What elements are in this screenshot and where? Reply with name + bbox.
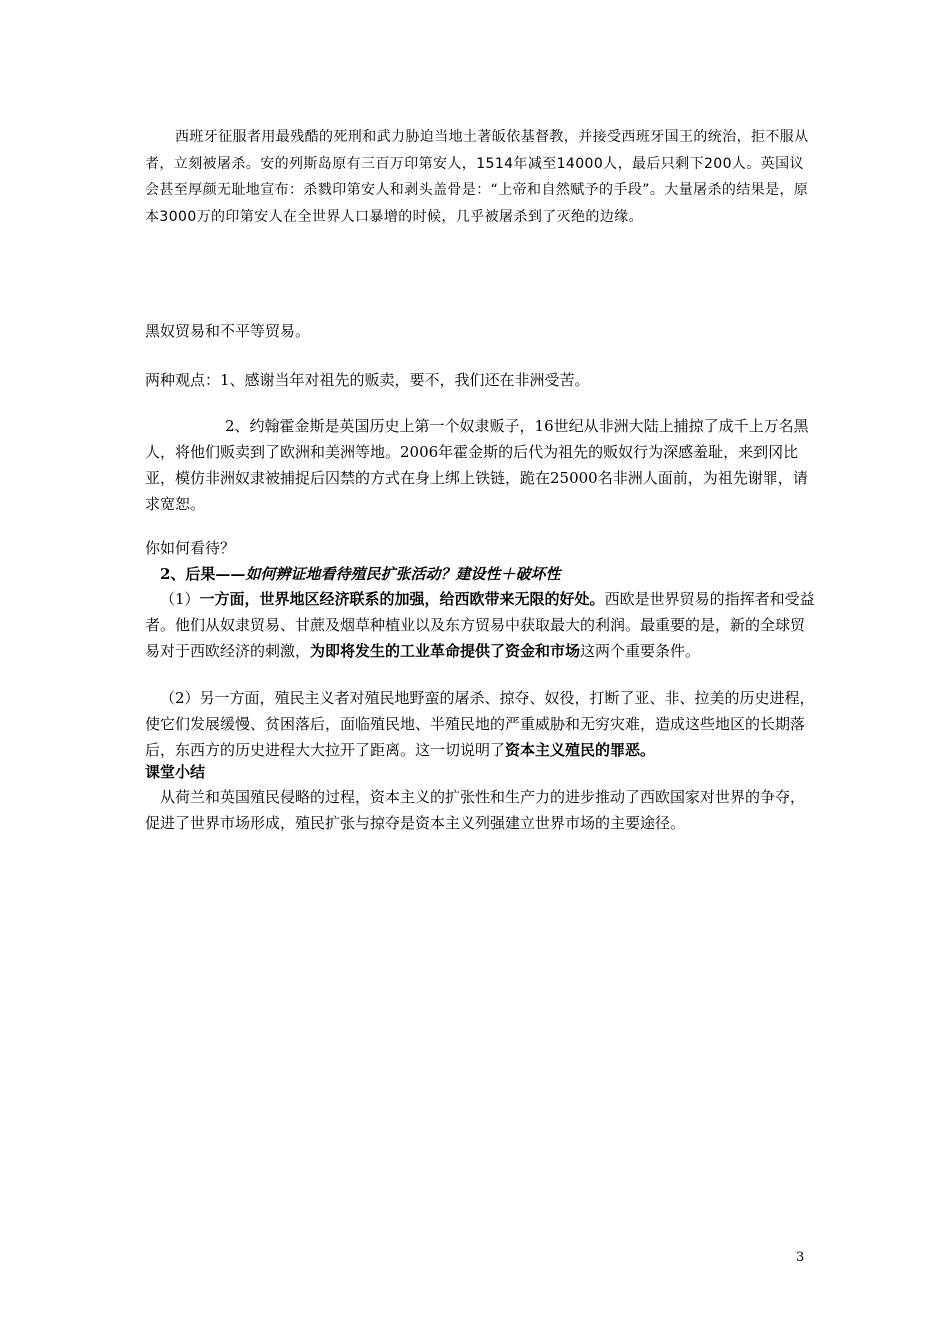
point-one-prefix: （1） bbox=[160, 590, 200, 608]
section-label: 2、后果—— bbox=[160, 565, 246, 583]
passage-spanish-conquest: 西班牙征服者用最残酷的死刑和武力胁迫当地土著皈依基督教，并接受西班牙国王的统治，拒不服从者，立刻被屠杀。安的列斯岛原有三百万印第安人，1514年减至14000人，最后只剩下200人。英国议会甚至厚颜无耻地宣布：杀戮印第安人和剥头盖骨是：“上帝和自然赋予的手段”。大量屠杀的结果是，原本3000万的印第安人在全世界人口暴增的时候，几乎被屠杀到了灭绝的边缘。 bbox=[145, 129, 809, 225]
viewpoint-two: 2、约翰霍金斯是英国历史上第一个奴隶贩子，16世纪从非洲大陆上捕掠了成千上万名黑人，将他们贩卖到了欧洲和美洲等地。2006年霍金斯的后代为祖先的贩奴行为深感羞耻，来到冈比亚，模仿非洲奴隶被捕捉后囚禁的方式在身上绑上铁链，跪在25000名非洲人面前，为祖先谢罪，请求宽恕。 bbox=[145, 417, 809, 513]
point-two-paragraph bbox=[145, 685, 815, 763]
slave-trade-heading: 黑奴贸易和不平等贸易。 bbox=[145, 322, 311, 340]
question-line: 你如何看待？ bbox=[145, 539, 236, 557]
page-number: 3 bbox=[796, 1250, 805, 1265]
point-one-bold-mid: 为即将发生的工业革命提供了资金和市场 bbox=[310, 642, 581, 660]
point-one-bold-lead: 一方面，世界地区经济联系的加强，给西欧带来无限的好处。 bbox=[199, 590, 605, 608]
section-consequences-heading bbox=[145, 561, 815, 587]
point-one-paragraph bbox=[145, 586, 815, 664]
summary-heading: 课堂小结 bbox=[145, 763, 206, 781]
point-one-middle: 西欧是世界贸易的指挥者和受益者。他们从奴隶贸易、甘蔗及烟草种植业以及东方贸易中获取最大的利润。最重要的是，新的全球贸易对于西欧经济的刺激， bbox=[145, 590, 815, 660]
point-two-bold-tail: 资本主义殖民的罪恶。 bbox=[505, 741, 656, 759]
point-two-text: （2）另一方面，殖民主义者对殖民地野蛮的屠杀、掠夺、奴役，打断了亚、非、拉美的历史进程，使它们发展缓慢、贫困落后，面临殖民地、半殖民地的严重威胁和无穷灾难，造成这些地区的长期落后，东西方的历史进程大大拉开了距离。这一切说明了 bbox=[145, 689, 815, 759]
point-one-tail: 这两个重要条件。 bbox=[580, 642, 701, 660]
section-title: 如何辨证地看待殖民扩张活动？建设性＋破坏性 bbox=[245, 565, 561, 583]
summary-paragraph: 从荷兰和英国殖民侵略的过程，资本主义的扩张性和生产力的进步推动了西欧国家对世界的争夺，促进了世界市场形成，殖民扩张与掠夺是资本主义列强建立世界市场的主要途径。 bbox=[145, 788, 806, 832]
viewpoint-one: 两种观点：1、感谢当年对祖先的贩卖，要不，我们还在非洲受苦。 bbox=[145, 371, 590, 389]
